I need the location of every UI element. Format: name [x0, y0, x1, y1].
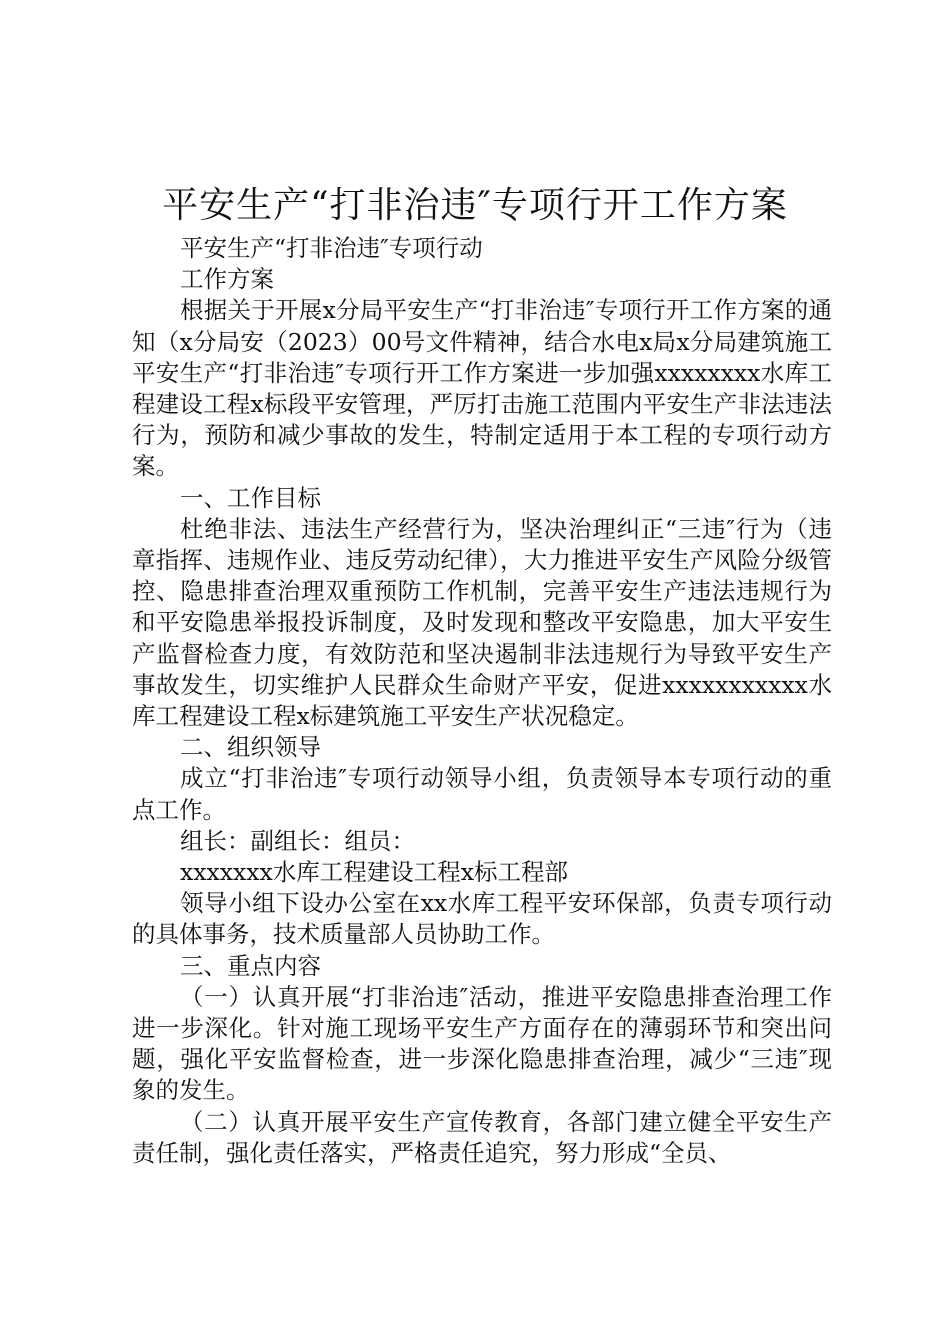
body-paragraph: 根据关于开展x分局平安生产“打非治违″专项行开工作方案的通知（x分局安（2023）00号文件精神，结合水电x局x分局建筑施工平安生产“打非治违″专项行开工作方案进一步加强xxxxxxxx水库工程建设工程x标段平安管理，严厉打击施工范围内平安生产非法违法行为，预防和减少事故的发生，特制定适用于本工程的专项行动方案。	[132, 296, 832, 481]
section-heading: 二、组织领导	[180, 733, 321, 762]
body-paragraph: xxxxxxx水库工程建设工程x标工程部	[180, 858, 569, 887]
document-body	[132, 233, 832, 1169]
section-heading: 一、工作目标	[180, 483, 321, 512]
subtitle-line: 平安生产“打非治违″专项行动	[180, 234, 483, 262]
section-heading: 三、重点内容	[180, 951, 321, 980]
body-paragraph: 领导小组下设办公室在xx水库工程平安环保部，负责专项行动的具体事务，技术质量部人员协助工作。	[132, 889, 832, 949]
document-title: 平安生产“打非治违″专项行开工作方案	[162, 185, 788, 226]
body-paragraph: 杜绝非法、违法生产经营行为，坚决治理纠正“三违″行为（违章指挥、违规作业、违反劳动纪律），大力推进平安生产风险分级管控、隐患排查治理双重预防工作机制，完善平安生产违法违规行为和平安隐患举报投诉制度，及时发现和整改平安隐患，加大平安生产监督检查力度，有效防范和坚决遏制非法违规行为导致平安生产事故发生，切实维护人民群众生命财产平安，促进xxxxxxxxxxx水库工程建设工程x标建筑施工平安生产状况稳定。	[132, 514, 832, 731]
body-paragraph: 组长：副组长：组员：	[180, 826, 415, 855]
body-paragraph: （二）认真开展平安生产宣传教育，各部门建立健全平安生产责任制，强化责任落实，严格责任追究，努力形成“全员、	[132, 1107, 832, 1167]
subtitle-line: 工作方案	[180, 265, 274, 294]
body-paragraph: 成立“打非治违″专项行动领导小组，负责领导本专项行动的重点工作。	[132, 764, 832, 824]
body-paragraph: （一）认真开展“打非治违″活动，推进平安隐患排查治理工作进一步深化。针对施工现场平安生产方面存在的薄弱环节和突出问题，强化平安监督检查，进一步深化隐患排查治理，减少“三违″现象的发生。	[132, 982, 832, 1105]
